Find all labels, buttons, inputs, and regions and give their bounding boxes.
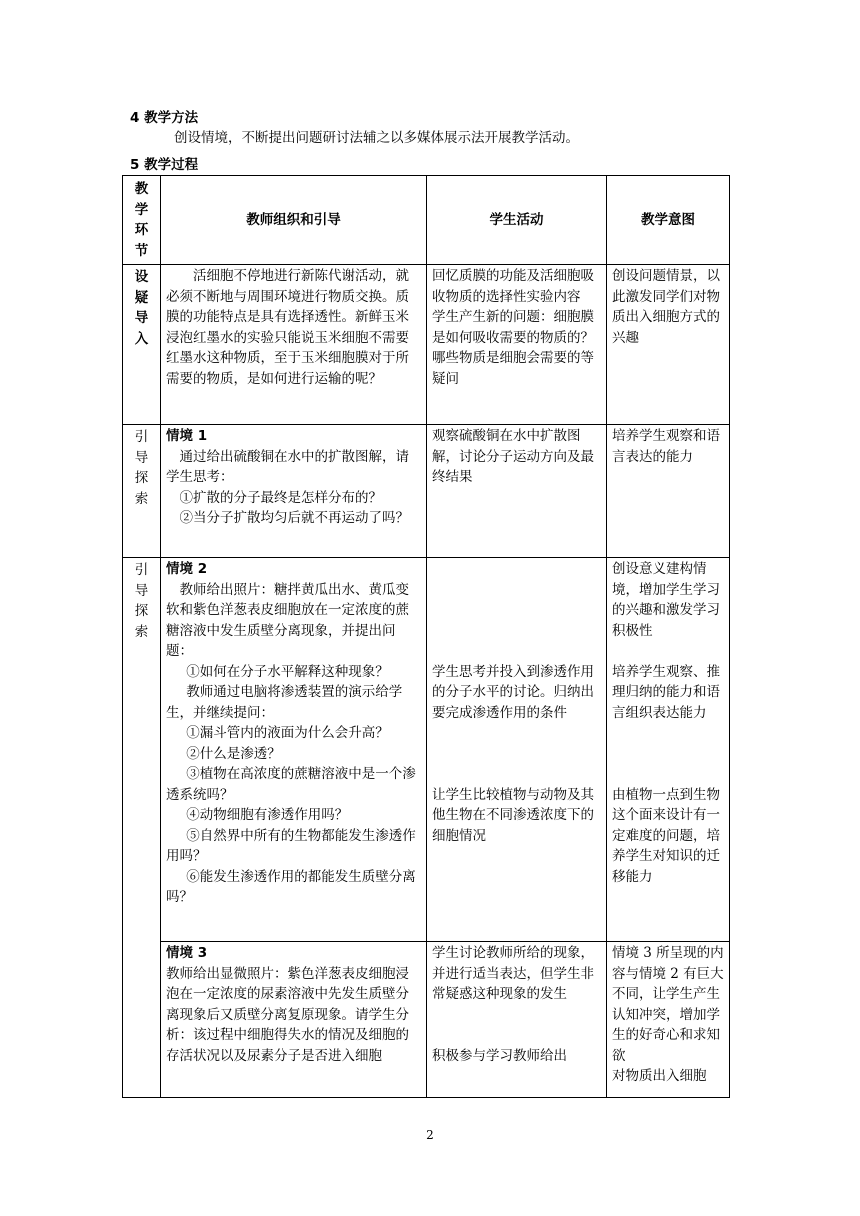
header-teacher: 教师组织和引导 <box>161 176 427 265</box>
methods-paragraph: 创设情境，不断提出问题研讨法辅之以多媒体展示法开展教学活动。 <box>174 130 579 146</box>
teacher-cell-scenario-2: 情境 2 教师给出照片：糖拌黄瓜出水、黄瓜变软和紫色洋葱表皮细胞放在一定浓度的蔗糖溶液中发生质壁分离现象，并提出问题： ①如何在分子水平解释这种现象？ 教师通过电脑将渗透装置的演示给学生，并继续提问： ①漏斗管内的液面为什么会升高？ ②什么是渗透？ ③植物在高浓度的蔗糖溶液中是一个渗透系统吗？ ④动物细胞有渗透作用吗？ ⑤自然界中所有的生物都能发生渗透作用吗？ ⑥能发生渗透作用的都能发生质壁分离吗？ <box>161 558 427 942</box>
header-stage: 教 学 环 节 <box>123 176 161 265</box>
scenario-3-title: 情境 3 <box>166 945 208 961</box>
stage-cell-guide-1: 引 导 探 索 <box>123 425 161 558</box>
intent-scenario-2-a: 创设意义建构情境，增加学生学习的兴趣和激发学习积极性 <box>612 561 720 639</box>
teacher-cell-intro: 活细胞不停地进行新陈代谢活动，就必须不断地与周围环境进行物质交换。质膜的功能特点是具有选择透性。新鲜玉米浸泡红墨水的实验只能说玉米细胞不需要红墨水这种物质，至于玉米细胞膜对于所需要的物质，是如何进行运输的呢？ <box>161 265 427 425</box>
table-row <box>123 942 730 1098</box>
student-cell-scenario-3 <box>427 942 607 1098</box>
intent-scenario-3-b: 对物质出入细胞 <box>612 1068 707 1084</box>
intent-cell-scenario-3 <box>607 942 730 1098</box>
intent-scenario-2-c: 由植物一点到生物这个面来设计有一定难度的问题，培养学生对知识的迁移能力 <box>612 786 720 885</box>
intent-cell-intro: 创设问题情景，以此激发同学们对物质出入细胞方式的兴趣 <box>607 265 730 425</box>
teacher-cell-scenario-1: 情境 1 通过给出硫酸铜在水中的扩散图解，请学生思考： ①扩散的分子最终是怎样分布的？ ②当分子扩散均匀后就不再运动了吗？ <box>161 425 427 558</box>
table-row <box>123 265 730 425</box>
intent-cell-scenario-1: 培养学生观察和语言表达的能力 <box>607 425 730 558</box>
stage-cell-intro: 设 疑 导 入 <box>123 265 161 425</box>
header-intent: 教学意图 <box>607 176 730 265</box>
table-header-row <box>123 176 730 265</box>
student-scenario-2-a: 学生思考并投入到渗透作用的分子水平的讨论。归纳出要完成渗透作用的条件 <box>432 663 594 721</box>
header-student: 学生活动 <box>427 176 607 265</box>
teacher-cell-scenario-3: 情境 3 教师给出显微照片：紫色洋葱表皮细胞浸泡在一定浓度的尿素溶液中先发生质壁分离现象后又质壁分离复原现象。请学生分析：该过程中细胞得失水的情况及细胞的存活状况以及尿素分子是否进入细胞 <box>161 942 427 1098</box>
student-scenario-2-b: 让学生比较植物与动物及其他生物在不同渗透浓度下的细胞情况 <box>432 786 594 844</box>
scenario-1-title: 情境 1 <box>166 428 208 444</box>
student-cell-scenario-2 <box>427 558 607 942</box>
table-row <box>123 558 730 942</box>
section-heading-methods: 4 教学方法 <box>130 110 199 126</box>
teaching-process-table <box>122 175 730 1098</box>
intent-scenario-3-a: 情境 3 所呈现的内容与情境 2 有巨大不同，让学生产生认知冲突，增加学生的好奇心和求知欲 <box>612 945 724 1064</box>
section-heading-process: 5 教学过程 <box>130 157 199 173</box>
stage-cell-guide-2: 引 导 探 索 <box>123 558 161 1098</box>
intent-scenario-2-b: 培养学生观察、推理归纳的能力和语言组织表达能力 <box>612 663 720 721</box>
table-row <box>123 425 730 558</box>
student-cell-intro: 回忆质膜的功能及活细胞吸收物质的选择性实验内容 学生产生新的问题：细胞膜是如何吸收需要的物质的？哪些物质是细胞会需要的等疑问 <box>427 265 607 425</box>
student-scenario-3-a: 学生讨论教师所给的现象，并进行适当表达，但学生非常疑惑这种现象的发生 <box>432 945 594 1002</box>
scenario-2-title: 情境 2 <box>166 561 208 577</box>
student-cell-scenario-1: 观察硫酸铜在水中扩散图解，讨论分子运动方向及最终结果 <box>427 425 607 558</box>
page-number: 2 <box>426 1128 434 1142</box>
intent-cell-scenario-2 <box>607 558 730 942</box>
student-scenario-3-b: 积极参与学习教师给出 <box>432 1047 567 1064</box>
